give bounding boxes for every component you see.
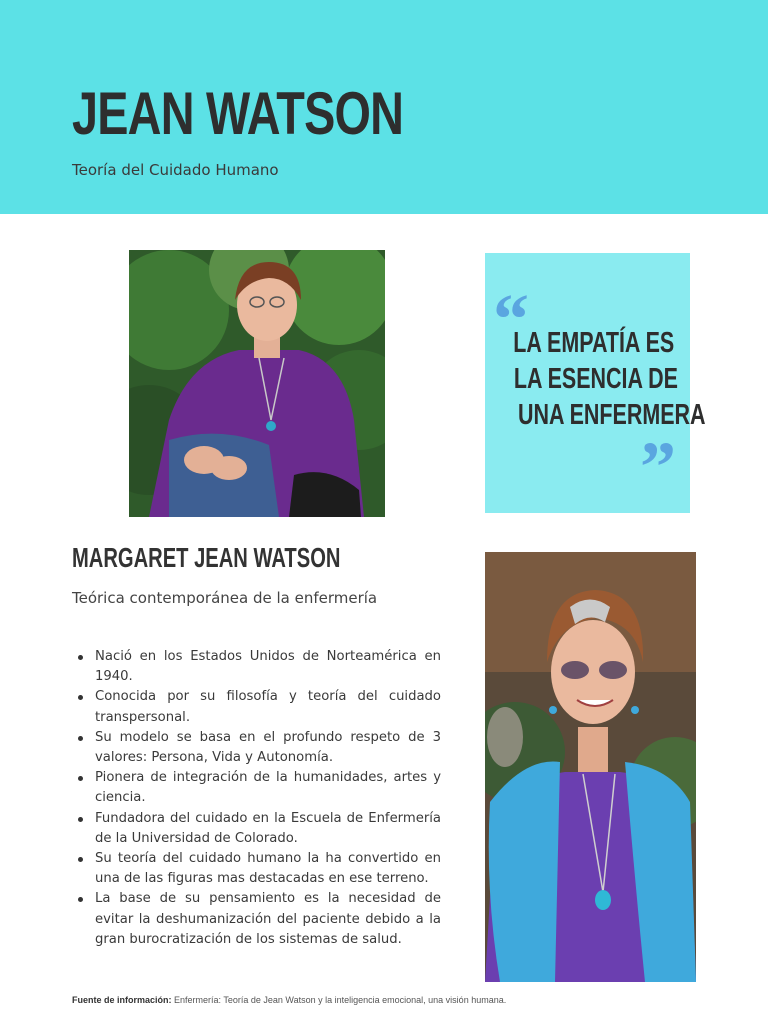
list-item: Nació en los Estados Unidos de Norteamérica en 1940. (95, 647, 441, 687)
portrait-photo-seated (129, 250, 385, 517)
page-subtitle: Teoría del Cuidado Humano (72, 161, 279, 179)
list-item: Conocida por su filosofía y teoría del cuidado transpersonal. (95, 687, 441, 727)
close-quote-icon: ” (640, 427, 676, 507)
open-quote-icon: “ (493, 279, 529, 359)
portrait-photo-scarf-image (485, 552, 696, 982)
footer-label: Fuente de información: (72, 995, 172, 1005)
footer-text: Enfermería: Teoría de Jean Watson y la inteligencia emocional, una visión humana. (174, 995, 507, 1005)
quote-box (485, 253, 706, 513)
list-item: Su teoría del cuidado humano la ha convertido en una de las figuras mas destacadas en ese terreno. (95, 849, 441, 889)
portrait-photo-seated-image (129, 250, 385, 517)
profile-facts-list (95, 647, 441, 950)
profile-role: Teórica contemporánea de la enfermería (72, 589, 378, 607)
profile-name: MARGARET JEAN WATSON (72, 542, 341, 573)
page-title: JEAN WATSON (72, 80, 404, 147)
list-item: La base de su pensamiento es la necesidad de evitar la deshumanización del paciente debido a la gran burocratización de los sistemas de salud. (95, 889, 441, 950)
quote-line: UNA ENFERMERA (517, 399, 706, 431)
list-item: Pionera de integración de la humanidades, artes y ciencia. (95, 768, 441, 808)
footer-source (72, 995, 712, 1005)
portrait-photo-scarf (485, 552, 696, 982)
quote-line: LA ESENCIA DE (513, 363, 678, 395)
quote-text (485, 325, 706, 433)
list-item: Fundadora del cuidado en la Escuela de Enfermería de la Universidad de Colorado. (95, 809, 441, 849)
list-item: Su modelo se basa en el profundo respeto de 3 valores: Persona, Vida y Autonomía. (95, 728, 441, 768)
quote-line: LA EMPATÍA ES (513, 327, 675, 359)
